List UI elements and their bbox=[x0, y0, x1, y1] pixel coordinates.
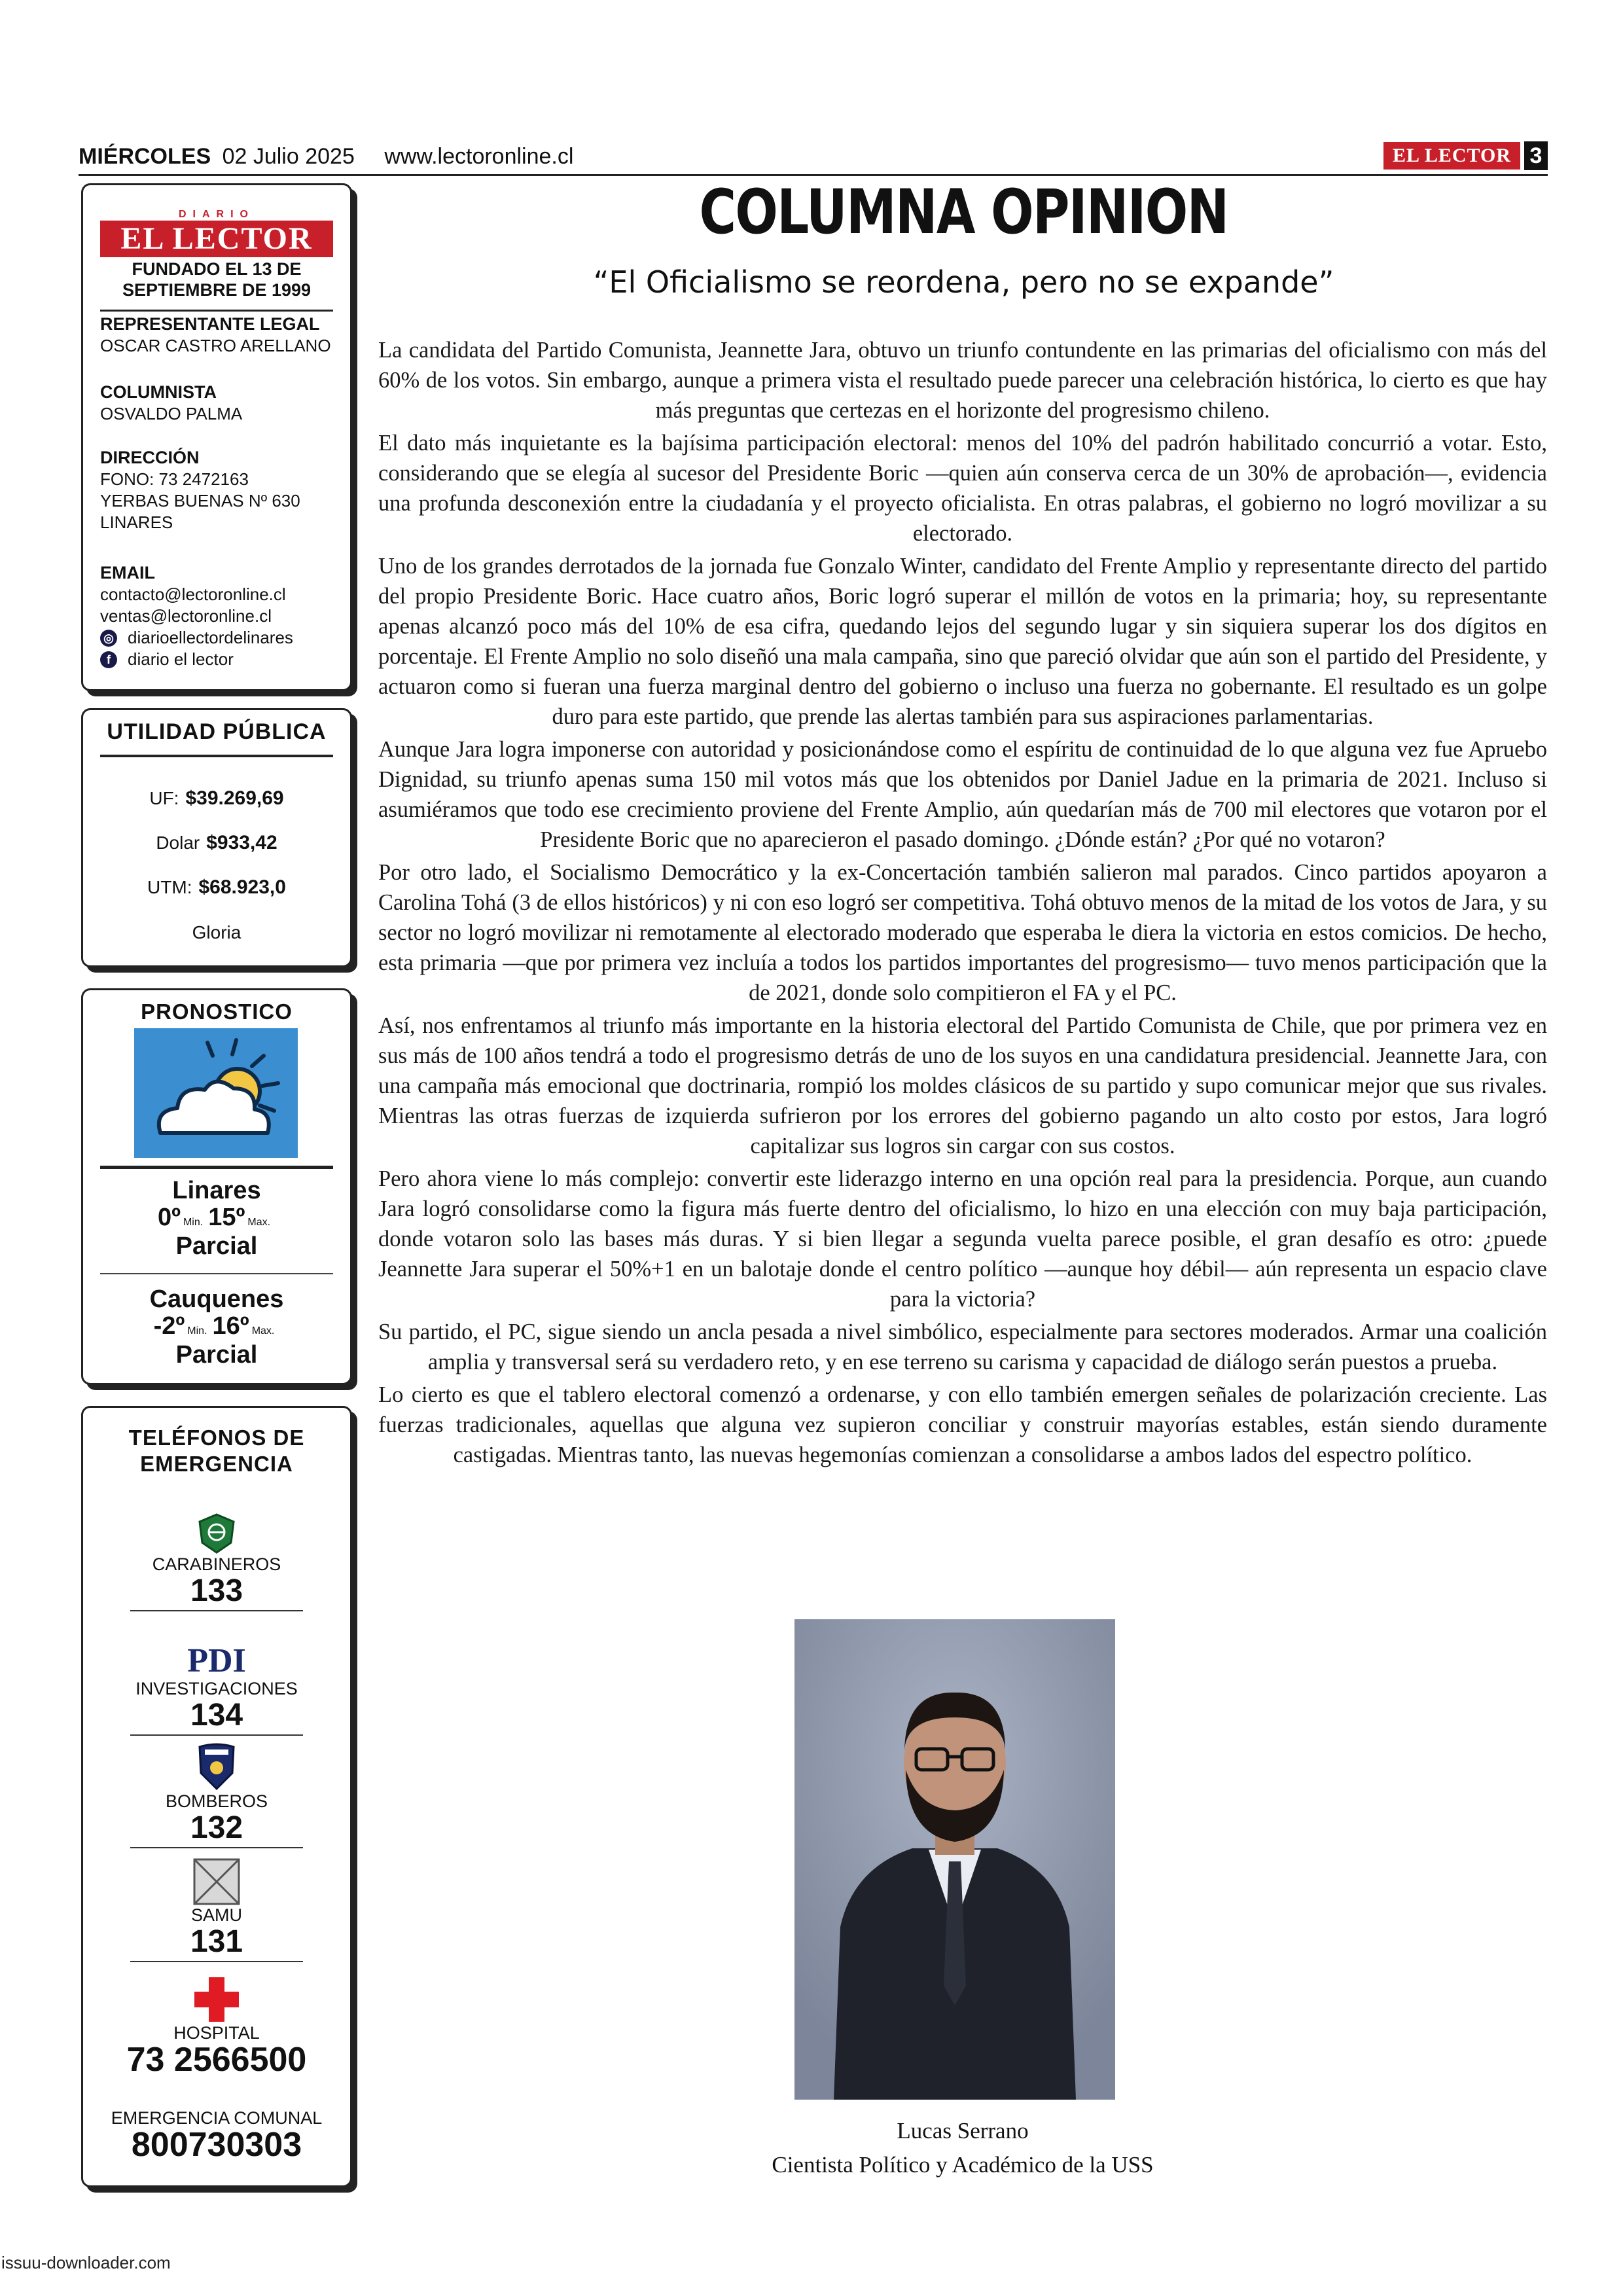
dolar-row bbox=[83, 832, 350, 854]
divider bbox=[130, 1610, 303, 1611]
header-url[interactable]: www.lectoronline.cl bbox=[384, 144, 574, 169]
utm-label: UTM: bbox=[147, 877, 192, 897]
header-day: MIÉRCOLES bbox=[79, 144, 211, 169]
masthead-logo bbox=[100, 209, 333, 257]
emergencia-title-line-2: EMERGENCIA bbox=[140, 1452, 293, 1476]
dir-city: LINARES bbox=[100, 512, 173, 532]
samu-image-placeholder-icon bbox=[193, 1858, 240, 1905]
col-label: COLUMNISTA bbox=[100, 382, 217, 402]
divider bbox=[130, 1847, 303, 1848]
logo-diario-text: DIARIO bbox=[179, 209, 255, 220]
utilidad-box bbox=[81, 708, 352, 967]
temp-max: 15º bbox=[208, 1204, 245, 1231]
author-title: Cientista Político y Académico de la USS bbox=[772, 2152, 1154, 2178]
header-logo: EL LECTOR bbox=[1383, 142, 1520, 170]
emergency-number: 134 bbox=[190, 1698, 243, 1732]
emergencia-comunal-item[interactable] bbox=[83, 2108, 350, 2164]
hospital-item[interactable] bbox=[83, 1976, 350, 2079]
instagram-handle: diarioellectordelinares bbox=[128, 628, 293, 647]
bomberos-item[interactable] bbox=[83, 1742, 350, 1848]
rep-label: REPRESENTANTE LEGAL bbox=[100, 314, 320, 334]
email-block bbox=[100, 562, 293, 670]
columnist bbox=[100, 382, 242, 425]
emergency-name: SAMU bbox=[190, 1905, 242, 1925]
instagram-icon: ◎ bbox=[100, 630, 117, 647]
pdi-item[interactable] bbox=[83, 1643, 350, 1736]
author-name: Lucas Serrano bbox=[897, 2118, 1029, 2144]
rep-value: OSCAR CASTRO ARELLANO bbox=[100, 336, 331, 355]
dir-label: DIRECCIÓN bbox=[100, 448, 200, 467]
instagram-link[interactable] bbox=[100, 627, 293, 649]
divider bbox=[130, 1734, 303, 1736]
max-label: Max. bbox=[247, 1217, 271, 1228]
page-number: 3 bbox=[1524, 141, 1548, 170]
emergency-name: CARABINEROS bbox=[152, 1554, 281, 1574]
uf-row bbox=[83, 787, 350, 810]
emergencia-box bbox=[81, 1406, 352, 2187]
dolar-value: $933,42 bbox=[206, 832, 277, 853]
email-sales[interactable]: ventas@lectoronline.cl bbox=[100, 606, 272, 626]
emergency-name: INVESTIGACIONES bbox=[135, 1679, 298, 1698]
emergency-number: 800730303 bbox=[131, 2126, 302, 2164]
city-name: Cauquenes bbox=[149, 1285, 284, 1313]
min-label: Min. bbox=[187, 1325, 207, 1336]
utm-row bbox=[83, 876, 350, 899]
dir-address: YERBAS BUENAS Nº 630 bbox=[100, 491, 300, 511]
city-condition: Parcial bbox=[175, 1341, 258, 1369]
logo-name: EL LECTOR bbox=[100, 221, 333, 257]
partly-cloudy-icon bbox=[134, 1028, 298, 1158]
emergency-name: BOMBEROS bbox=[165, 1791, 268, 1811]
facebook-handle: diario el lector bbox=[128, 649, 234, 669]
address bbox=[100, 447, 300, 533]
pronostico-title: PRONOSTICO bbox=[141, 999, 293, 1024]
article-paragraph: Uno de los grandes derrotados de la jornada fue Gonzalo Winter, candidato del Frente Amplio y representante directo del partido del propio Presidente Boric. Hace cuatro años, Boric logró superar el millón de votos en la primaria; hoy, su representante apenas alcanzó poco más del 10% de esa cifra, quedando lejos del segundo lugar y sin siquiera superar los dos dígitos en porcentaje. El Frente Amplio no solo diseñó una mala campaña, sino que pareció olvidar que aún son el partido del Presidente, y actuaron como si fueran una fuerza marginal dentro del gobierno o incluso una fuerza no gobernante. El resultado es un golpe duro para este partido, que prende las alertas también para sus aspiraciones parlamentarias. bbox=[378, 554, 1547, 729]
city-condition: Parcial bbox=[175, 1232, 258, 1260]
article-body bbox=[378, 335, 1547, 1473]
author-caption bbox=[378, 2114, 1547, 2182]
max-label: Max. bbox=[251, 1325, 275, 1336]
city-temps bbox=[83, 1204, 350, 1236]
facebook-icon: f bbox=[100, 651, 117, 668]
article-headline: “El Oficialismo se reordena, pero no se expande” bbox=[593, 264, 1334, 300]
author-photo bbox=[794, 1619, 1115, 2100]
article-paragraph: Por otro lado, el Socialismo Democrático y la ex-Concertación también salieron mal parados. Cinco partidos apoyaron a Carolina Tohá (3 de ellos históricos) y ni con eso logró ser competitiva. Tohá obtuvo menos de la mitad de los votos de Jara, y su sector no logró movilizar ni remotamente al electorado moderado que esperaba le diera la victoria en estos comicios. De hecho, esta primaria —que por primera vez incluía a todos los partidos importantes del progresismo— tuvo menos participación que la de 2021, donde solo compitieron el FA y el PC. bbox=[378, 860, 1547, 1005]
uf-value: $39.269,69 bbox=[185, 787, 284, 809]
samu-item[interactable] bbox=[83, 1858, 350, 1962]
carabineros-badge-icon bbox=[196, 1513, 238, 1554]
header-dateline bbox=[79, 144, 573, 170]
article-paragraph: Su partido, el PC, sigue siendo un ancla pesada a nivel simbólico, especialmente para sectores moderados. Armar una coalición amplia y transversal será su verdadero reto, y en ese terreno su carisma y capacidad de diálogo serán puestos a prueba. bbox=[378, 1319, 1547, 1374]
temp-max: 16º bbox=[212, 1312, 249, 1340]
watermark: issuu-downloader.com bbox=[1, 2253, 171, 2272]
city-name: Linares bbox=[172, 1177, 261, 1204]
divider bbox=[100, 1273, 333, 1274]
email-label: EMAIL bbox=[100, 563, 155, 583]
article-paragraph: El dato más inquietante es la bajísima participación electoral: menos del 10% del padrón habilitado concurrió a votar. Esto, considerando que se elegía al sucesor del Presidente Boric —quien aún conserva cerca de un 30% de aprobación—, evidencia una profunda desconexión entre la ciudadanía y el proyecto oficialista. En otras palabras, el gobierno no logró movilizar a su electorado. bbox=[378, 431, 1547, 546]
article-paragraph: La candidata del Partido Comunista, Jeannette Jara, obtuvo un triunfo contundente en las primarias del oficialismo con más del 60% de los votos. Sin embargo, aunque a primera vista el resultado puede parecer una celebración histórica, lo cierto es que hay más preguntas que certezas en el horizonte del progresismo chileno. bbox=[378, 338, 1547, 423]
article-paragraph: Aunque Jara logra imponerse con autoridad y posicionándose como el espíritu de continuidad de lo que alguna vez fue Apruebo Dignidad, su triunfo apenas suma 150 mil votos más que los obtenidos por Daniel Jadue en la primaria de 2021. Incluso si asumiéramos que todo ese crecimiento proviene del Frente Amplio, aún quedarían más de 700 mil electores que votaron por el Presidente Boric que no aparecieron el pasado domingo. ¿Dónde están? ¿Por qué no votaron? bbox=[378, 737, 1547, 852]
article-paragraph: Así, nos enfrentamos al triunfo más importante en la historia electoral del Partido Comunista de Chile, que por primera vez en sus más de 100 años tendrá a todo el progresismo detrás de uno de los suyos en una candidatura presidencial. Jeannette Jara, con una campaña más emocional que doctrinaria, rompió los moldes clásicos de su partido y supo comunicar mejor que sus rivales. Mientras las otras fuerzas de izquierda sufrieron por los errores del gobierno pagando un alto costo por estos, Jara logró capitalizar sus logros sin cargar con sus costos. bbox=[378, 1013, 1547, 1158]
emergency-number: 73 2566500 bbox=[126, 2041, 307, 2079]
divider bbox=[100, 755, 333, 757]
emergency-number: 133 bbox=[190, 1573, 243, 1608]
article-paragraph: Lo cierto es que el tablero electoral comenzó a ordenarse, y con ello también emergen señales de polarización creciente. Las fuerzas tradicionales, aquellas que alguna vez supieron conciliar y construir mayorías estables, están siendo duramente castigadas. Mientras tanto, las nuevas hegemonías comienzan a consolidarse a ambos lados del espectro político. bbox=[378, 1382, 1547, 1467]
temp-min: 0º bbox=[157, 1204, 181, 1231]
pdi-logo-icon: PDI bbox=[187, 1642, 246, 1679]
utilidad-title: UTILIDAD PÚBLICA bbox=[107, 719, 327, 744]
pronostico-box bbox=[81, 988, 352, 1385]
emergencia-title-line-1: TELÉFONOS DE bbox=[128, 1426, 305, 1450]
email-contact[interactable]: contacto@lectoronline.cl bbox=[100, 584, 286, 604]
dolar-label: Dolar bbox=[156, 833, 200, 853]
divider bbox=[130, 1961, 303, 1962]
bomberos-shield-icon bbox=[196, 1742, 238, 1791]
col-value: OSVALDO PALMA bbox=[100, 404, 243, 423]
article-paragraph: Pero ahora viene lo más complejo: convertir este liderazgo interno en una opción real para la presidencia. Porque, aun cuando Jara logró consolidarse como la figura más fuerte dentro del oficialismo, lo hizo en una elección con muy baja participación, donde votaron solo las bases más duras. Y si bien llegar a segunda vuelta parece posible, el gran desafío es otro: ¿puede Jeannette Jara superar el 50%+1 en un balotaje donde el centro político —aunque hoy débil— aún representa un espacio clave para la victoria? bbox=[378, 1166, 1547, 1312]
temp-min: -2º bbox=[153, 1312, 185, 1340]
divider bbox=[100, 1166, 333, 1169]
legal-rep bbox=[100, 314, 331, 357]
red-cross-icon bbox=[193, 1976, 240, 2023]
emergency-number: 131 bbox=[190, 1924, 243, 1959]
util-note: Gloria bbox=[192, 922, 241, 942]
uf-label: UF: bbox=[149, 788, 179, 808]
emergencia-title bbox=[83, 1425, 350, 1477]
utm-value: $68.923,0 bbox=[198, 876, 286, 898]
facebook-link[interactable] bbox=[100, 649, 293, 670]
dir-phone: FONO: 73 2472163 bbox=[100, 469, 249, 489]
city-temps bbox=[83, 1312, 350, 1345]
section-title: COLUMNA OPINION bbox=[699, 177, 1228, 248]
divider bbox=[100, 310, 333, 312]
masthead-box bbox=[81, 183, 352, 691]
founded-text bbox=[83, 259, 350, 300]
emergency-name: HOSPITAL bbox=[173, 2023, 260, 2043]
header-date: 02 Julio 2025 bbox=[222, 144, 355, 169]
founded-line-2: SEPTIEMBRE DE 1999 bbox=[122, 280, 312, 300]
carabineros-item[interactable] bbox=[83, 1513, 350, 1611]
min-label: Min. bbox=[183, 1217, 204, 1228]
founded-line-1: FUNDADO EL 13 DE bbox=[132, 259, 302, 279]
emergency-name: EMERGENCIA COMUNAL bbox=[111, 2108, 323, 2128]
header-brand bbox=[1383, 140, 1548, 171]
emergency-number: 132 bbox=[190, 1810, 243, 1845]
page-header bbox=[79, 140, 1548, 176]
